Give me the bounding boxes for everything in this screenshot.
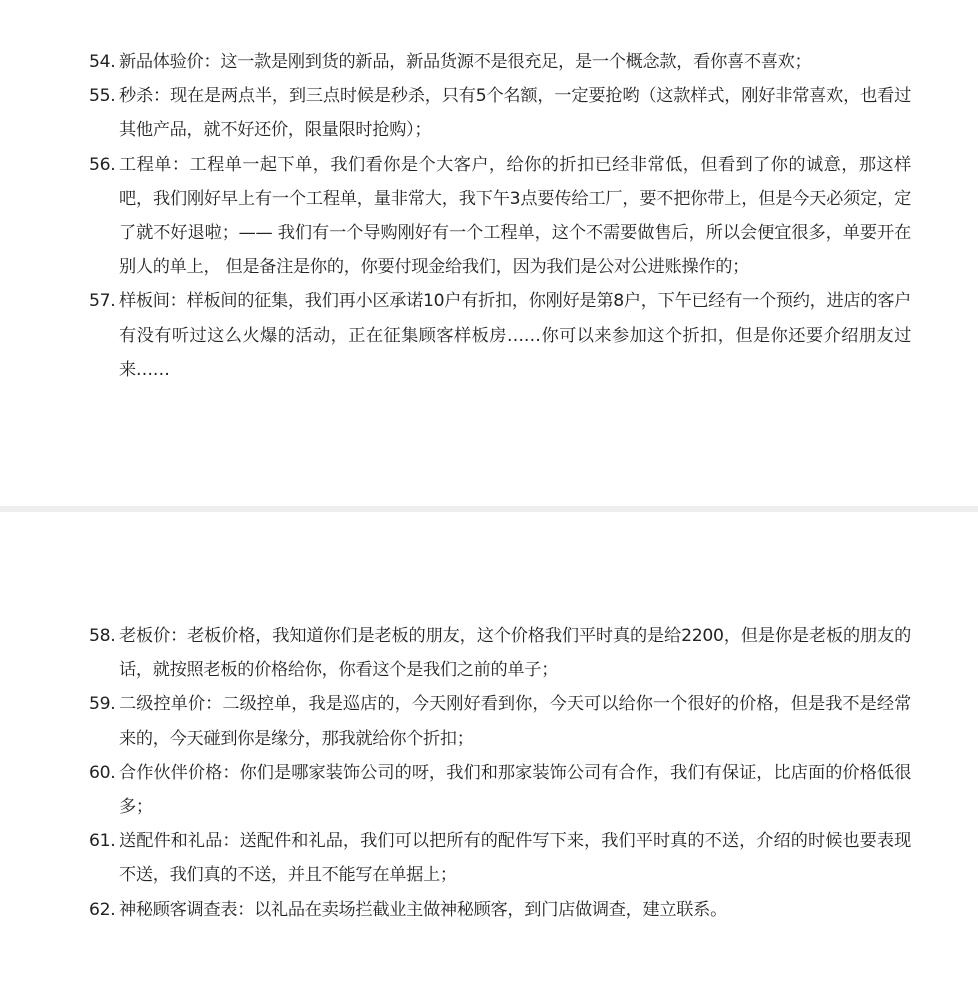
item-number: 56. — [89, 154, 116, 175]
item-text: 合作伙伴价格：你们是哪家装饰公司的呀，我们和那家装饰公司有合作，我们有保证，比店面的价格低很多； — [119, 762, 911, 818]
item-number: 61. — [89, 831, 116, 852]
item-text: 工程单：工程单一起下单，我们看你是个大客户，给你的折扣已经非常低，但看到了你的诚意，那这样吧，我们刚好早上有一个工程单，量非常大，我下午3点要传给工厂，要不把你带上，但是今天必须定，定了就不好退啦；—— 我们有一个导购刚好有一个工程单，这个不需要做售后，所以会便宜很多，单要开在别人的单上， 但是备注是你的，你要付现金给我们，因为我们是公对公进账操作的； — [119, 154, 911, 278]
list-item — [89, 619, 911, 687]
item-number: 55. — [89, 86, 116, 107]
list-item — [89, 893, 911, 927]
item-list — [89, 619, 911, 927]
document-page-2 — [0, 512, 978, 1000]
item-number: 58. — [89, 626, 116, 646]
item-text: 二级控单价：二级控单，我是巡店的，今天刚好看到你，今天可以给你一个很好的价格，但是我不是经常来的，今天碰到你是缘分，那我就给你个折扣； — [119, 694, 911, 749]
item-number: 59. — [89, 694, 116, 715]
item-text: 老板价：老板价格，我知道你们是老板的朋友，这个价格我们平时真的是给2200，但是你是老板的朋友的话，就按照老板的价格给你，你看这个是我们之前的单子； — [119, 626, 911, 681]
item-text: 新品体验价：这一款是刚到货的新品，新品货源不是很充足，是一个概念款，看你喜不喜欢； — [119, 52, 812, 72]
item-text: 神秘顾客调查表：以礼品在卖场拦截业主做神秘顾客，到门店做调查，建立联系。 — [119, 899, 727, 920]
list-item — [89, 756, 911, 824]
list-item — [89, 284, 911, 387]
item-number: 60. — [89, 762, 116, 783]
item-text: 送配件和礼品：送配件和礼品，我们可以把所有的配件写下来，我们平时真的不送，介绍的时候也要表现不送，我们真的不送，并且不能写在单据上； — [119, 831, 911, 886]
list-item — [89, 79, 911, 147]
list-item — [89, 45, 911, 79]
list-item — [89, 687, 911, 755]
item-number: 62. — [89, 899, 116, 920]
item-list — [89, 45, 911, 387]
item-text: 秒杀：现在是两点半，到三点时候是秒杀，只有5个名额，一定要抢哟（这款样式，刚好非常喜欢，也看过其他产品，就不好还价，限量限时抢购）； — [119, 86, 911, 141]
list-item — [89, 824, 911, 892]
item-number: 54. — [89, 52, 116, 72]
item-number: 57. — [89, 291, 116, 312]
item-text: 样板间：样板间的征集，我们再小区承诺10户有折扣，你刚好是第8户，下午已经有一个预约，进店的客户有没有听过这么火爆的活动，正在征集顾客样板房……你可以来参加这个折扣，但是你还要介绍朋友过来…… — [119, 291, 911, 380]
list-item — [89, 148, 911, 285]
